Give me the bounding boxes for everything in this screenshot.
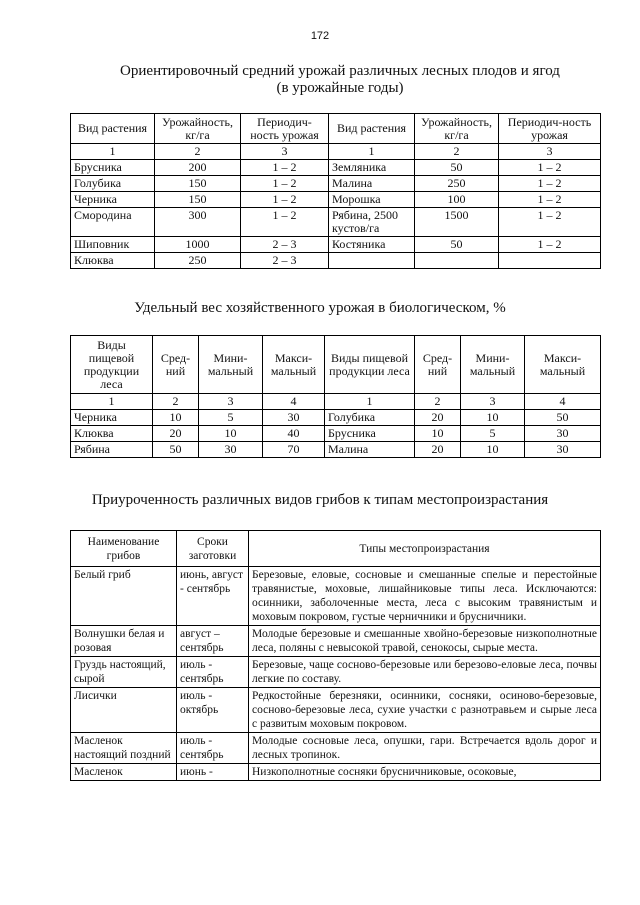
cell: 10 [461, 410, 525, 426]
cell: 1 – 2 [241, 160, 329, 176]
cell: Земляника [329, 160, 415, 176]
header-period-2: Периодич-ность урожая [499, 114, 601, 144]
cell: 200 [155, 160, 241, 176]
mushroom-name: Масленок [71, 764, 177, 781]
cell: Рябина, 2500 кустов/га [329, 208, 415, 237]
table1-title [40, 63, 640, 97]
col-num: 2 [415, 144, 499, 160]
cell: 50 [525, 410, 601, 426]
cell: Костяника [329, 237, 415, 253]
header-cell: Сред-ний [153, 336, 199, 394]
mushroom-terms: август – сентябрь [177, 626, 249, 657]
header-cell: Мини-мальный [461, 336, 525, 394]
cell: Брусника [71, 160, 155, 176]
mushroom-terms: июнь, август - сентябрь [177, 567, 249, 626]
cell: 1 – 2 [241, 208, 329, 237]
cell: 20 [415, 442, 461, 458]
cell: Рябина [71, 442, 153, 458]
cell: 10 [461, 442, 525, 458]
cell: Черника [71, 410, 153, 426]
cell: 150 [155, 192, 241, 208]
table2-title: Удельный вес хозяйственного урожая в биологическом, % [134, 300, 506, 316]
header-cell: Мини-мальный [199, 336, 263, 394]
cell [499, 253, 601, 269]
cell: Голубика [71, 176, 155, 192]
cell: 10 [415, 426, 461, 442]
cell: 5 [199, 410, 263, 426]
cell: 250 [415, 176, 499, 192]
header-yield-2: Урожайность, кг/га [415, 114, 499, 144]
cell: 1500 [415, 208, 499, 237]
mushroom-terms: июль - сентябрь [177, 657, 249, 688]
cell: Смородина [71, 208, 155, 237]
header-yield: Урожайность, кг/га [155, 114, 241, 144]
cell: 1 – 2 [499, 208, 601, 237]
col-num: 3 [199, 394, 263, 410]
cell: Брусника [325, 426, 415, 442]
cell: 250 [155, 253, 241, 269]
col-num: 3 [461, 394, 525, 410]
table-row [71, 657, 601, 688]
col-num: 2 [153, 394, 199, 410]
cell [329, 253, 415, 269]
col-num: 1 [325, 394, 415, 410]
cell: 5 [461, 426, 525, 442]
table-row [71, 426, 601, 442]
mushroom-name: Волнушки белая и розовая [71, 626, 177, 657]
cell: 1 – 2 [241, 192, 329, 208]
mushroom-name: Лисички [71, 688, 177, 733]
table1-title-line1: Ориентировочный средний урожай различных лесных плодов и ягод [120, 63, 560, 79]
cell: 10 [153, 410, 199, 426]
col-num: 3 [499, 144, 601, 160]
table-row [71, 176, 601, 192]
cell: 1 – 2 [499, 192, 601, 208]
col-num: 2 [415, 394, 461, 410]
cell: 10 [199, 426, 263, 442]
header-cell: Сред-ний [415, 336, 461, 394]
cell: 150 [155, 176, 241, 192]
col-num: 1 [71, 394, 153, 410]
cell: 20 [153, 426, 199, 442]
cell: 70 [263, 442, 325, 458]
cell: 1 – 2 [499, 176, 601, 192]
cell: 1 – 2 [499, 160, 601, 176]
mushroom-name: Масленок настоящий поздний [71, 733, 177, 764]
column-number-row [71, 394, 601, 410]
cell: 1 – 2 [499, 237, 601, 253]
mushroom-terms: июнь - [177, 764, 249, 781]
cell: 100 [415, 192, 499, 208]
page-number: 172 [310, 30, 330, 42]
cell: 300 [155, 208, 241, 237]
table-row [71, 208, 601, 237]
header-types: Типы местопроизрастания [249, 531, 601, 567]
cell: 2 – 3 [241, 253, 329, 269]
col-num: 1 [329, 144, 415, 160]
cell: Шиповник [71, 237, 155, 253]
col-num: 2 [155, 144, 241, 160]
cell: 20 [415, 410, 461, 426]
cell: 50 [415, 160, 499, 176]
cell: Клюква [71, 426, 153, 442]
table-row [71, 733, 601, 764]
berries-yield-table [70, 113, 601, 269]
cell: 30 [525, 442, 601, 458]
header-name: Наименование грибов [71, 531, 177, 567]
table-row [71, 237, 601, 253]
cell: 2 – 3 [241, 237, 329, 253]
cell: Черника [71, 192, 155, 208]
header-cell: Макси-мальный [525, 336, 601, 394]
mushroom-terms: июль - сентябрь [177, 733, 249, 764]
table3-title: Приуроченность различных видов грибов к типам местопроизрастания [91, 492, 549, 508]
table1-title-line2: (в урожайные годы) [276, 80, 404, 96]
col-num: 3 [241, 144, 329, 160]
cell: Клюква [71, 253, 155, 269]
mushroom-name: Груздь настоящий, сырой [71, 657, 177, 688]
cell: 50 [153, 442, 199, 458]
mushrooms-table [70, 530, 601, 781]
mushroom-habitat: Березовые, еловые, сосновые и смешанные спелые и перестойные травянистые, моховые, лишайниковые типы леса. Исключаются: осинники, заболоченные места, леса с высоким травянистым и моховым покровом, густые черничники и брусничники. [249, 567, 601, 626]
table-row [71, 160, 601, 176]
column-number-row [71, 144, 601, 160]
mushroom-habitat: Молодые березовые и смешанные хвойно-березовые низкополнотные леса, поляны с невысокой травой, сенокосы, сырые места. [249, 626, 601, 657]
mushroom-habitat: Молодые сосновые леса, опушки, гари. Встречается вдоль дорог и лесных тропинок. [249, 733, 601, 764]
cell: 30 [263, 410, 325, 426]
header-period: Периодич-ность урожая [241, 114, 329, 144]
table-row [71, 410, 601, 426]
mushroom-habitat: Редкостойные березняки, осинники, сосняки, осиново-березовые, сосново-березовые леса, сухие участки с разнотравьем и сырые леса с развитым моховым покровом. [249, 688, 601, 733]
table-row [71, 764, 601, 781]
mushroom-habitat: Низкополнотные сосняки брусничниковые, осоковые, [249, 764, 601, 781]
table-row [71, 688, 601, 733]
table-row [71, 626, 601, 657]
cell: 1 – 2 [241, 176, 329, 192]
header-cell: Виды пищевой продукции леса [325, 336, 415, 394]
cell [415, 253, 499, 269]
cell: 30 [525, 426, 601, 442]
mushroom-name: Белый гриб [71, 567, 177, 626]
table-row [71, 567, 601, 626]
cell: Голубика [325, 410, 415, 426]
cell: Морошка [329, 192, 415, 208]
header-species: Вид растения [71, 114, 155, 144]
header-cell: Макси-мальный [263, 336, 325, 394]
cell: 1000 [155, 237, 241, 253]
mushroom-terms: июль - октябрь [177, 688, 249, 733]
cell: Малина [325, 442, 415, 458]
cell: 50 [415, 237, 499, 253]
col-num: 4 [525, 394, 601, 410]
col-num: 1 [71, 144, 155, 160]
table-row [71, 192, 601, 208]
cell: Малина [329, 176, 415, 192]
table-row [71, 442, 601, 458]
harvest-share-table [70, 335, 601, 458]
cell: 40 [263, 426, 325, 442]
header-species-2: Вид растения [329, 114, 415, 144]
mushroom-habitat: Березовые, чаще сосново-березовые или березово-еловые леса, почвы легкие по составу. [249, 657, 601, 688]
cell: 30 [199, 442, 263, 458]
col-num: 4 [263, 394, 325, 410]
header-terms: Сроки заготовки [177, 531, 249, 567]
header-cell: Виды пищевой продукции леса [71, 336, 153, 394]
table-row [71, 253, 601, 269]
